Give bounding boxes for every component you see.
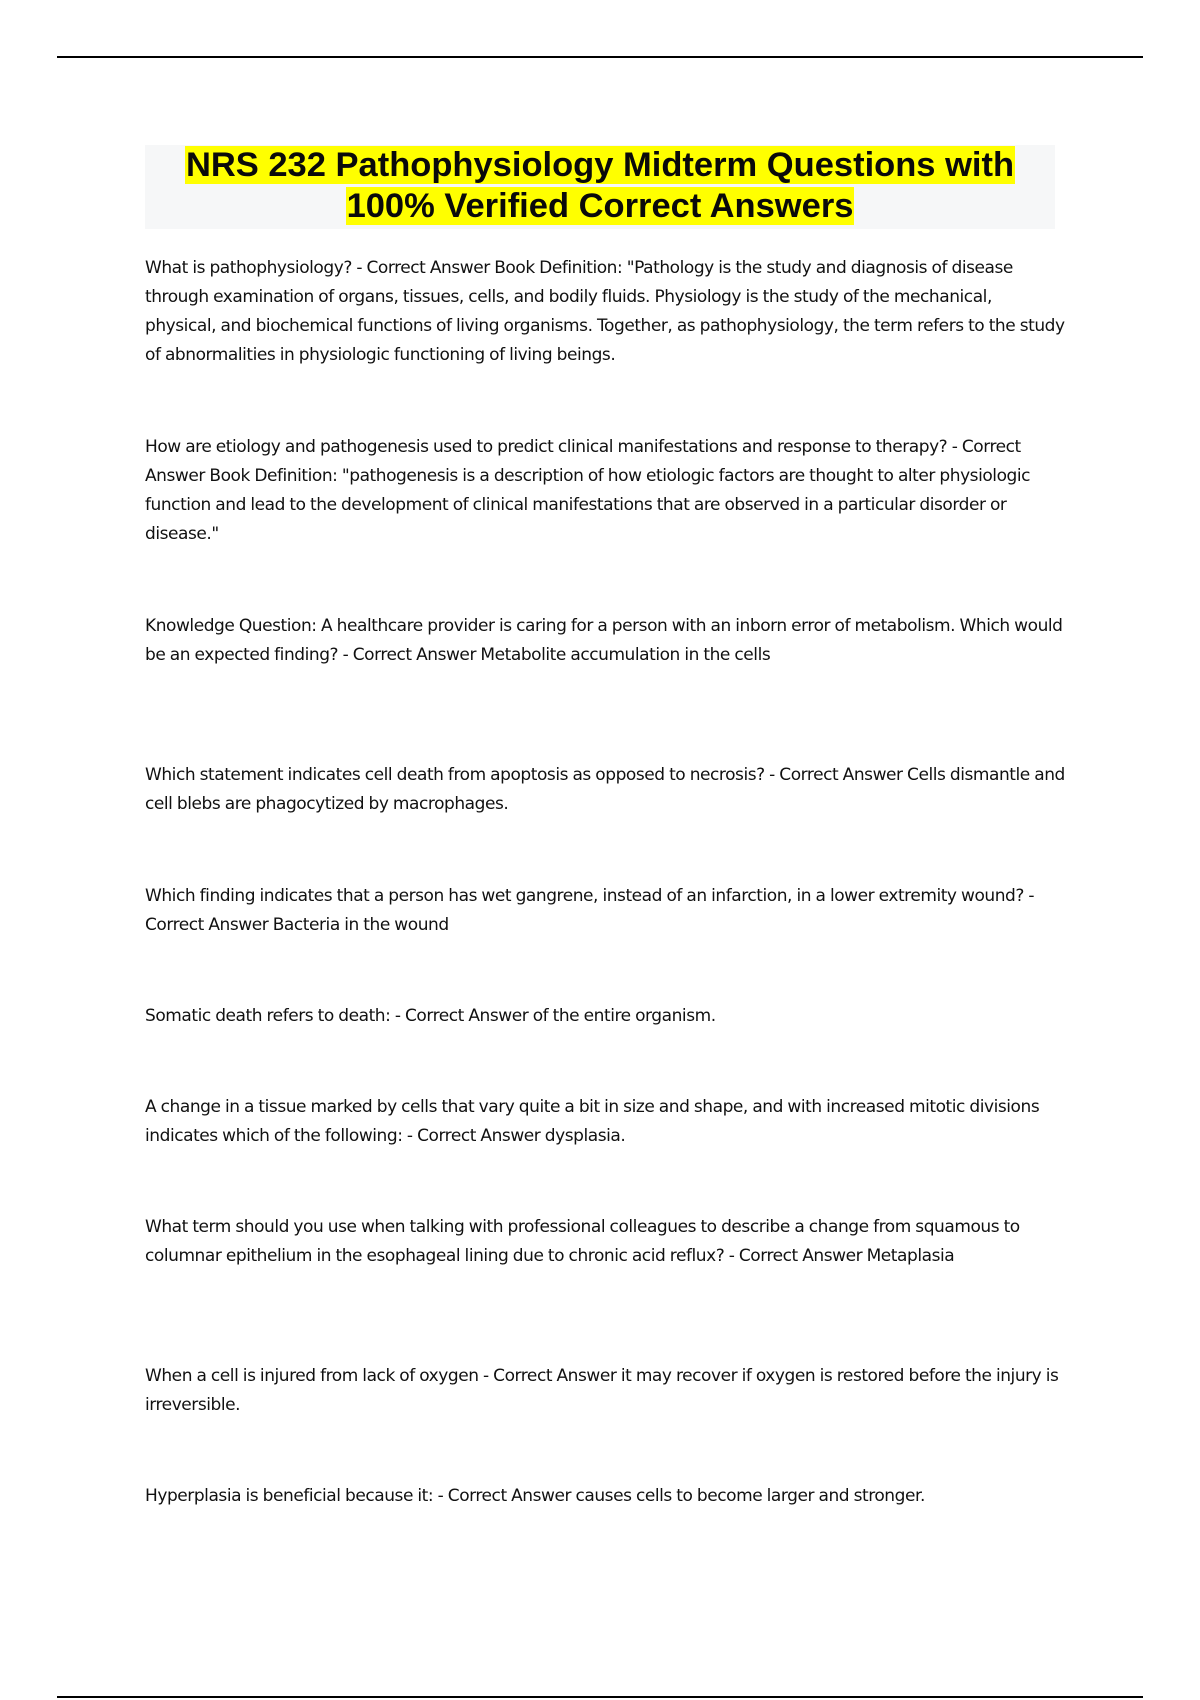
title-line-1: NRS 232 Pathophysiology Midterm Questions with	[185, 146, 1015, 184]
document-title	[145, 145, 1055, 229]
qa-item-10: Hyperplasia is beneficial because it: - Correct Answer causes cells to become larger and stronger.	[145, 1486, 925, 1506]
title-line-2: 100% Verified Correct Answers	[346, 187, 854, 225]
qa-item-7: A change in a tissue marked by cells that vary quite a bit in size and shape, and with increased mitotic divisions indicates which of the following: - Correct Answer dysplasia.	[145, 1097, 1040, 1146]
qa-item-6: Somatic death refers to death: - Correct Answer of the entire organism.	[145, 1006, 716, 1026]
top-rule	[57, 56, 1143, 58]
bottom-rule	[57, 1696, 1143, 1698]
qa-item-2: How are etiology and pathogenesis used to predict clinical manifestations and response to therapy? - Correct Answer Book Definition: "pathogenesis is a description of how etiologic factors are thought to alter physiologic function and lead to the development of clinical manifestations that are observed in a particular disorder or disease."	[145, 437, 1031, 544]
qa-item-4: Which statement indicates cell death from apoptosis as opposed to necrosis? - Correct Answer Cells dismantle and cell blebs are phagocytized by macrophages.	[145, 765, 1065, 814]
qa-item-8: What term should you use when talking with professional colleagues to describe a change from squamous to columnar epithelium in the esophageal lining due to chronic acid reflux? - Correct Answer Metaplasia	[145, 1217, 1020, 1266]
qa-item-5: Which finding indicates that a person has wet gangrene, instead of an infarction, in a lower extremity wound? - Correct Answer Bacteria in the wound	[145, 886, 1035, 935]
qa-item-9: When a cell is injured from lack of oxygen - Correct Answer it may recover if oxygen is restored before the injury is irreversible.	[145, 1366, 1059, 1415]
qa-item-1: What is pathophysiology? - Correct Answer Book Definition: "Pathology is the study and diagnosis of disease through examination of organs, tissues, cells, and bodily fluids. Physiology is the study of the mechanical, physical, and biochemical functions of living organisms. Together, as pathophysiology, the term refers to the study of abnormalities in physiologic functioning of living beings.	[145, 258, 1065, 365]
qa-item-3: Knowledge Question: A healthcare provider is caring for a person with an inborn error of metabolism. Which would be an expected finding? - Correct Answer Metabolite accumulation in the cells	[145, 616, 1063, 665]
